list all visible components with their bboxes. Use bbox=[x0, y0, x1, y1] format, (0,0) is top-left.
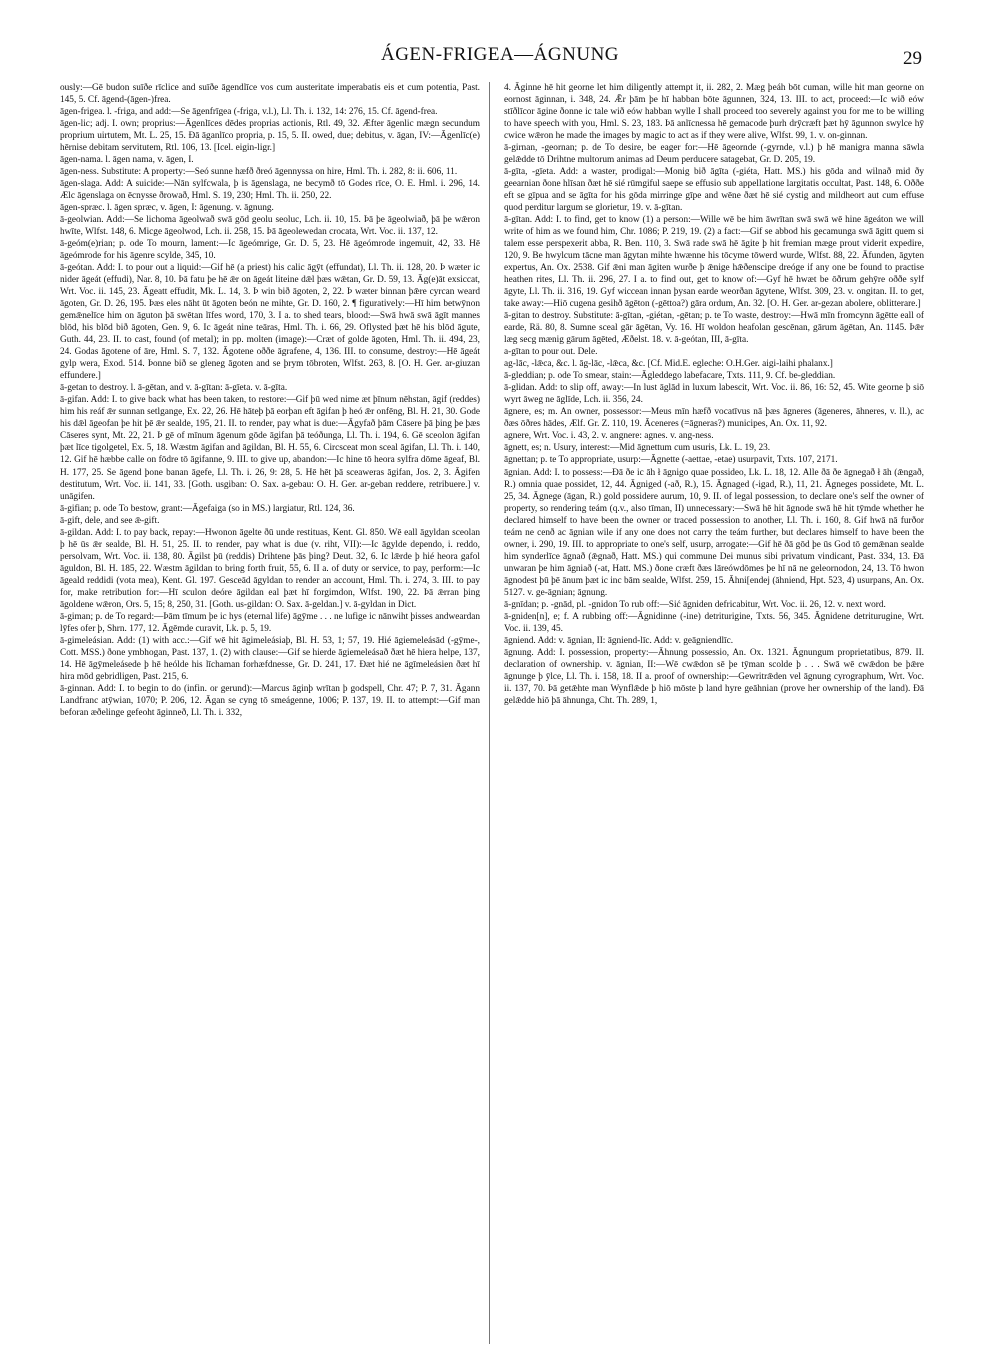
dictionary-entry: ā-gitan to destroy. Substitute: ā-gītan, -giétan, -gētan; p. te To waste, destroy:—Hwā mīn fromcynn āgētte eall of earde, Rä. 80, 8. Sumne sceal gār āgētan, Vy. 16. Hī woldon heafolan gescēnan, gārum āgētan, An. 1145. Þǣr læg secg mænig gārum āgēted, Æðelst. 18. v. ā-geótan, III, ā-gīta. bbox=[504, 311, 924, 346]
dictionary-entry: ag-lāc, -lǣca, &c. l. āg-lāc, -lǣca, &c. [Cf. Mid.E. egleche: O.H.Ger. aigi-laihi phalanx.] bbox=[504, 359, 833, 370]
dictionary-entry: āgnian. Add: I. to possess:—Ðā ðe ic āh ł āgnigo quae possideo, Lk. L. 18, 12. Alle ðā ðe āgnegað ł āh (ǣngað, R.) omnia quae possidet, 12, 44. Āgniged (-að, R.), 15. Āgnaged (-igad, R.), 11, 21. Āgneges possidete, Mt. L. 25, 34. Āgnege (āgan, R.) gold possidere aurum, 10, 9. II. of legal possession, to declare one's self the owner of property, so rendering teám (q.v., also tīman, II) unnecessary:—Swā hē hit āgnode swā hē hit tȳmde whether he declared himself to have been the owner or traced possession to another, Ll. Th. i. 160, 8. Gif hwā nā furðor teám ne cenð ac āgnian wile if any one does not carry the teám further, but declares himself to have been the owner, i. 290, 19. III. to appropriate to one's self, usurp, arrogate:—Gif hē ðā gōd þe ūs God tō gemǣnan sealde him synderlīce āgnað (ǣgnað, Hatt. MS.) qui commune Dei munus sibi privatum vindicant, Past. 334, 13. Ðā unwaran þe him āgniað (-at, Hatt. MS.) ðone cræft ðæs lāreówdōmes þe hī nā ne geleornodon, 24, 13. Tō hwon āgnodest þū þē ānum þæt ic inc bām sealde, Wlfst. 259, 15. Āhni[endej (āhniend, Hpt. 523, 4) usurpans, An. Ox. 5127. v. ge-āgnian; āgnung. bbox=[504, 467, 924, 598]
dictionary-entry: ā-geótan. Add: I. to pour out a liquid:—Gif hē (a priest) his calic āgȳt (effundat), Ll. Th. ii. 128, 20. Þ wæter ic nider āgeát (effudi), Nar. 8, 10. Þā fatu þe hē ǣr on āgeát liteine dǣl þæs wǣtan, Gr. D. 59, 13. Āg(e)āt exsiccat, Wrt. Voc. ii. 145, 23. Āgeatt effudit, Mk. L. 14, 3. Þ win bið āgoten, 2, 22. Þ wæter binnan þǣre cyrcan weard āgoten, Gr. D. 26, 195. Þæs eles nāht ūt āgoten beón ne mihte, Gr. D. 160, 2. ¶ figuratively:—Hī him betwȳnon gemǣnelīce him on āguton þā swētan līfes word, 170, 3. I a. to shed tears, blood:—Swā hwā swā āgīt mannes blōd, his blōd bið āgoten, Gen. 9, 6. Ic āgeát nine teāras, Hml. Th. i. 66, 29. Oflysted þæt hē his blōd āgute, Guth. 44, 23. II. to cast, found (of metal); in pp. molten (image):—Cræt of golde āgoten, Hml. Th. ii. 494, 23, 24. Godas āgotene of āre, Hml. S. 7, 132. Āgotene oððe āgrafene, 4, 136. III. to consume, destroy:—Hē āgeát gylp wera, Exod. 514. Þonne bið se gleneg āgoten and se þrym tōbroten, Wlfst. 263, 8. [O. H. Ger. ar-giuzan effundere.] bbox=[60, 263, 480, 382]
dictionary-entry: agnere, Wrt. Voc. i. 43, 2. v. angnere: agnes. v. ang-ness. bbox=[504, 431, 714, 442]
dictionary-entry: ā-gildan. Add: I. to pay back, repay:—Hwonon āgelte ðū unde restituas, Kent. Gl. 850. Wē eall āgyldan sceolan þ hē ūs ǣr sealde, Bl. H. 51, 25. II. to render, pay what is due (v. riht, VII):—Ic āgylde dependo, i. reddo, persolvam, Wrt. Voc. ii. 138, 80. Āgilst þū (reddis) Drihtene þās þing? Deut. 32, 6. Ic lǣrde þ hié heora gafol āguldon, Bl. H. 185, 22. Wæstm āgildan to bring forth fruit, 55, 6. II a. of duty or service, to pay, perform:—Ic āgeald reddidi (vota mea), Kent. Gl. 197. Gesceād āgyldan to render an account, Hml. Th. i. 274, 3. III. to pay for, make retribution for:—Hī sculon deóre āgildan eal þæt hī forgimdon, Wlfst. 190, 22. Þā ǣrran þing āgoldene wǣron, Ors. 5, 15; 8, 250, 31. [Goth. us-gildan: O. Sax. ā-geldan.] v. ā-gyldan in Dict. bbox=[60, 527, 480, 610]
dictionary-entry: āgniend. Add: v. āgnian, II: āgniend-līc. Add: v. geāgniendlīc. bbox=[504, 635, 734, 646]
dictionary-entry: āgnett, es; n. Usury, interest:—Mid āgnettum cum usuris, Lk. L. 19, 23. bbox=[504, 443, 771, 454]
left-column bbox=[60, 82, 480, 1344]
dictionary-entry: āgen-ness. Substitute: A property:—Seó sunne hæfð ðreó āgennyssa on hire, Hml. Th. i. 282, 8: ii. 606, 11. bbox=[60, 167, 458, 178]
dictionary-entry: ā-getan to destroy. l. ā-gētan, and v. ā-gītan: ā-gīeta. v. ā-gīta. bbox=[60, 383, 288, 394]
page-header bbox=[0, 44, 1000, 74]
dictionary-entry: āgen-slaga. Add: A suicide:—Nān sylfcwala, þ is āgenslaga, ne becymð tō Godes rīce, O. E. Hml. i. 296, 14. Ælc āgenslaga on ēcnysse ðrowað, Hml. S. 19, 230; Hml. Th. ii. 250, 22. bbox=[60, 179, 480, 202]
dictionary-entry: a-gītan to pour out. Dele. bbox=[504, 347, 598, 358]
dictionary-entry: āgnere, es; m. An owner, possessor:—Meus mīn hæfð vocatīvus nā þæs āgneres (āgeneres, āhneres, v. ll.), ac ðæs ōðres hādes, Ælf. Gr. Z. 110, 19. Āceneres (=āgneras?) municipes, An. Ox. 11, 92. bbox=[504, 407, 924, 430]
dictionary-entry: ā-girnan, -geornan; p. de To desire, be eager for:—Hē āgeornde (-gyrnde, v.l.) þ hē manigra manna sāwla gelǣdde tō Drihtne multorum animas ad Deum perducere satagebat, Gr. D. 205, 19. bbox=[504, 143, 924, 166]
dictionary-entry: ā-gifan. Add: I. to give back what has been taken, to restore:—Gif þū wed nime æt þīnum nēhstan, āgif (reddes) him his reáf ǣr sunnan setlgange, Ex. 22, 26. Hē hāteþ þā eorþan eft āgifan þ heó ǣr onfēng, Bl. H. 21, 30. Gode his dǣl āgeofan þe hit þē ǣr sealde, 195, 21. II. to render, pay what is due:—Āgyfað þām Cāsere þā þing þe þæs Cāseres synt, Mt. 22, 21. Þ gē of mīnum āgenum gōde āgifan þā teóðunga, Ll. Th. i. 194, 6. Gē sceolon āgifan þæt līce tigolgetel, Ex. 5, 18. Wæstm āgifan and āgildan, Bl. H. 55, 6. Circsceat mon sceal āgifan, Ll. Th. i. 140, 12. Gif hē hæbbe calle on fōdre tō āgifanne, 9. III. to give up, abandon:—Ic hine tō heora sylfra dōme āgeaf, Bl. H. 177, 25. Se āgend þone banan āgefe, Ll. Th. i. 26, 9: 28, 5. Hē hēt þā sceaweras āgifan, Jos. 2, 3. Āgifen destitutum, Wrt. Voc. ii. 141, 33. [Goth. usgiban: O. Sax. a-gebau: O. H. Ger. ar-geban reddere, retribuere.] v. unāgifen. bbox=[60, 395, 480, 502]
dictionary-entry: ā-gimeleásian. Add: (1) with acc.:—Gif wē hit āgimeleásiaþ, Bl. H. 53, 1; 57, 19. Hié āgiemeleásād (-gȳme-, Cott. MSS.) ðone ymbhogan, Past. 137, 1. (2) with clause:—Gif se hierde āgiemeleásað ðæt hē hiera helpe, 137, 14. Hē āgȳmeleásede þ hē heólde his līchaman forhæfdnesse, Gr. D. 241, 17. Ðæt hié ne āgīmeleásien ðæt hī hira mōd gebridligen, Past. 215, 6. bbox=[60, 635, 480, 682]
dictionary-entry: āgnung. Add: I. possession, property:—Āhnung possessio, An. Ox. 1321. Āgnungum proprietatibus, 879. II. declaration of ownership. v. āgnian, II:—Wē cwǣdon sē þe tȳman scolde þ . . . Swā wē cwǣdon be þǣre āgnunge þ ȳlce, Ll. Th. i. 158, 18. II a. proof of ownership:—Gewritrǣden vel āgnung cyrographum, Wrt. Voc. ii. 137, 70. Þā getǣhte man Wynflǣde þ hiō mōste þ land hyre geāhnian (prove her ownership of the land). Ðā gelǣdde hiō þā āhnunga, Cht. Th. 289, 1, bbox=[504, 647, 924, 706]
dictionary-entry: ā-gift, dele, and see ǣ-gift. bbox=[60, 515, 160, 526]
running-head: ÁGEN-FRIGEA—ÁGNUNG bbox=[380, 44, 620, 65]
dictionary-entry: ā-gnīdan; p. -gnād, pl. -gnidon To rub off:—Sić āgniden defricabitur, Wrt. Voc. ii. 26, 12. v. next word. bbox=[504, 599, 886, 610]
dictionary-entry: ā-giman; p. de To regard:—Þām tīmum þe ic hys (eternal life) āgȳme . . . ne lufige ic nānwiht þisses andweardan lȳfes ofer þ, Shrn. 177, 12. Āgēmde curavit, Lk. p. 5, 19. bbox=[60, 611, 480, 634]
dictionary-entry: ā-glidan. Add: to slip off, away:—In lust āglād in luxum labescit, Wrt. Voc. ii. 86, 16: 52, 45. Wite georne þ siō wyrt āweg ne āglīde, Lch. ii. 356, 24. bbox=[504, 383, 924, 406]
dictionary-entry: ā-gīta, -gīeta. Add: a waster, prodigal:—Monig bið āgīta (-giéta, Hatt. MS.) his gōda and wilnað mid ðy geearnian ðone hlīsan ðæt hē sié rūmgiful saepe se effusio sub appellatione largitatis occultat, Past. 148, 6. Oððe eft se gīpua and se āgīta for his gōda mirringe gīpe and wēne ðæt hē sié cystig and mildheort aut cum effuse quod perditur largum se glorietur, 19. v. ā-gītan. bbox=[504, 167, 924, 214]
dictionary-entry: ously:—Gē budon suīðe rīclice and suīðe āgendlīce vos cum austeritate imperabatis eis et cum potentia, Past. 145, 5. Cf. āgend-(āgen-)frea. bbox=[60, 83, 480, 106]
dictionary-entry: āgen-lic; adj. I. own; proprius:—Āgenlīces dēdes proprias actionis, Rtl. 49, 32. Æfter āgenlic mægn secundum proprium uirtutem, Mt. L. 25, 15. Ðā āganlīco propria, p. 15, 5. II. owed, due; debitus, v. āgan, IV:—Āgenlīc(e) hērnise debitam servitutem, Rtl. 106, 13. [Icel. eigin-ligr.] bbox=[60, 119, 480, 154]
dictionary-entry: ā-gniden[n], e; f. A rubbing off:—Āgnidinne (-ine) detriturigine, Txts. 56, 345. Āgnidene detriturugine, Wrt. Voc. ii. 139, 45. bbox=[504, 611, 924, 634]
right-column bbox=[504, 82, 924, 1344]
dictionary-entry: ā-gītan. Add: I. to find, get to know (1) a person:—Wille wē be him āwrītan swā swā wē hine āgeáton we will write of him as we found him, Chr. 1086; P. 219, 19. (2) a fact:—Gif se abbod his gecamunga swā āgitt quem si talem esse perspexerit abba, R. Ben. 110, 3. Swā rade swā hē āgite þ hit fremian mæge prout viderit expedire, 120, 9. Be hwylcum tācne man āgytan mihte hwænne his tōcyme tōwerd wurde, Wlfst. 88, 22. Āfunden, āgyten expertus, An. Ox. 2538. Gif ǣni man āgiten wurðe þ ǣnige hǣðenscipe dreóge if any one be found to practise heathen rites, Ll. Th. ii. 296, 27. I a. to find out, get to know of:—Gyf hē hwæt be ōðrum gehȳre oððe sylf āgyte, Ll. Th. ii. 316, 19. Gyf wiccean innan þysan earde weorðan āgytene, Wlfst. 309, 23. v. ongitan. II. to get, take away:—Hiō cugena gesihð āgēton (-gēttoa?) gāra ordum, An. 32. [O. H. Ger. ar-gezan abolere, oblitterare.] bbox=[504, 215, 924, 310]
dictionary-entry: āgen-spræc. l. āgen spræc, v. āgen, I: āgenung. v. āgnung. bbox=[60, 203, 274, 214]
dictionary-entry: ā-gleddian; p. ode To smear, stain:—Āgleddego labefacare, Txts. 111, 9. Cf. be-gleddian. bbox=[504, 371, 836, 382]
dictionary-entry: āgen-frigea. l. -friga, and add:—Se āgenfrīgea (-friga, v.l.), Ll. Th. i. 132, 14: 276, 15. Cf. āgend-frea. bbox=[60, 107, 438, 118]
dictionary-entry: ā-gifian; p. ode To bestow, grant:—Āgefaiga (so in MS.) largiatur, Rtl. 124, 36. bbox=[60, 503, 355, 514]
dictionary-entry: ā-ginnan. Add: I. to begin to do (infin. or gerund):—Marcus āginþ wrītan þ godspell, Chr. 47; P. 7, 31. Āgann Landfranc atȳwian, 1070; P. 206, 12. Āgan se cyng tō smeágenne, 1006; P. 137, 19. II. to attempt:—Gif man beforan æðelinge gefeoht āginneð, Ll. Th. i. 332, bbox=[60, 683, 480, 718]
dictionary-entry: āgen-nama. l. āgen nama, v. āgen, I. bbox=[60, 155, 194, 166]
column-divider bbox=[489, 82, 490, 1344]
page-number: 29 bbox=[903, 48, 922, 69]
dictionary-entry: āgnettan; p. te To appropriate, usurp:—Āgnette (-aettae, -etae) usurpavit, Txts. 107, 2171. bbox=[504, 455, 838, 466]
dictionary-entry: ā-geóm(e)rian; p. ode To mourn, lament:—Ic āgeómrige, Gr. D. 5, 23. Hē āgeómrode ingemuit, 42, 33. Hē āgeómrode for his āgenre scylde, 345, 10. bbox=[60, 239, 480, 262]
dictionary-entry: 4. Āginne hē hit georne let him diligently attempt it, ii. 282, 2. Mæg þeáh bōt cuman, wille hit man georne on eornost āginnan, i. 348, 24. Ǣr þām þe hī habban bōte āgunnen, 324, 13. III. to act, proceed:—Ic wið eów stīðlīcor āgine ðonne ic tale wið eów habban wylle I shall proceed too severely against you for me to be willing to have speech with you, Hml. S. 23, 183. Þā anlīcnessa hē gemacode þurh drȳcræft þæt hȳ āgunnon swylce hȳ cwice wǣron he made the images by magic to act as if they were alive, Wlfst. 99, 1. v. on-ginnan. bbox=[504, 83, 924, 142]
dictionary-entry: ā-geolwian. Add:—Se lichoma āgeolwað swā gōd geolu seoluc, Lch. ii. 10, 15. Þā þe āgeolwiað, þā þe wǣron hwīte, Wlfst. 148, 6. Micge āgeolwod, Lch. ii. 258, 15. Þā āgeolewedan crocata, Wrt. Voc. ii. 137, 12. bbox=[60, 215, 480, 238]
